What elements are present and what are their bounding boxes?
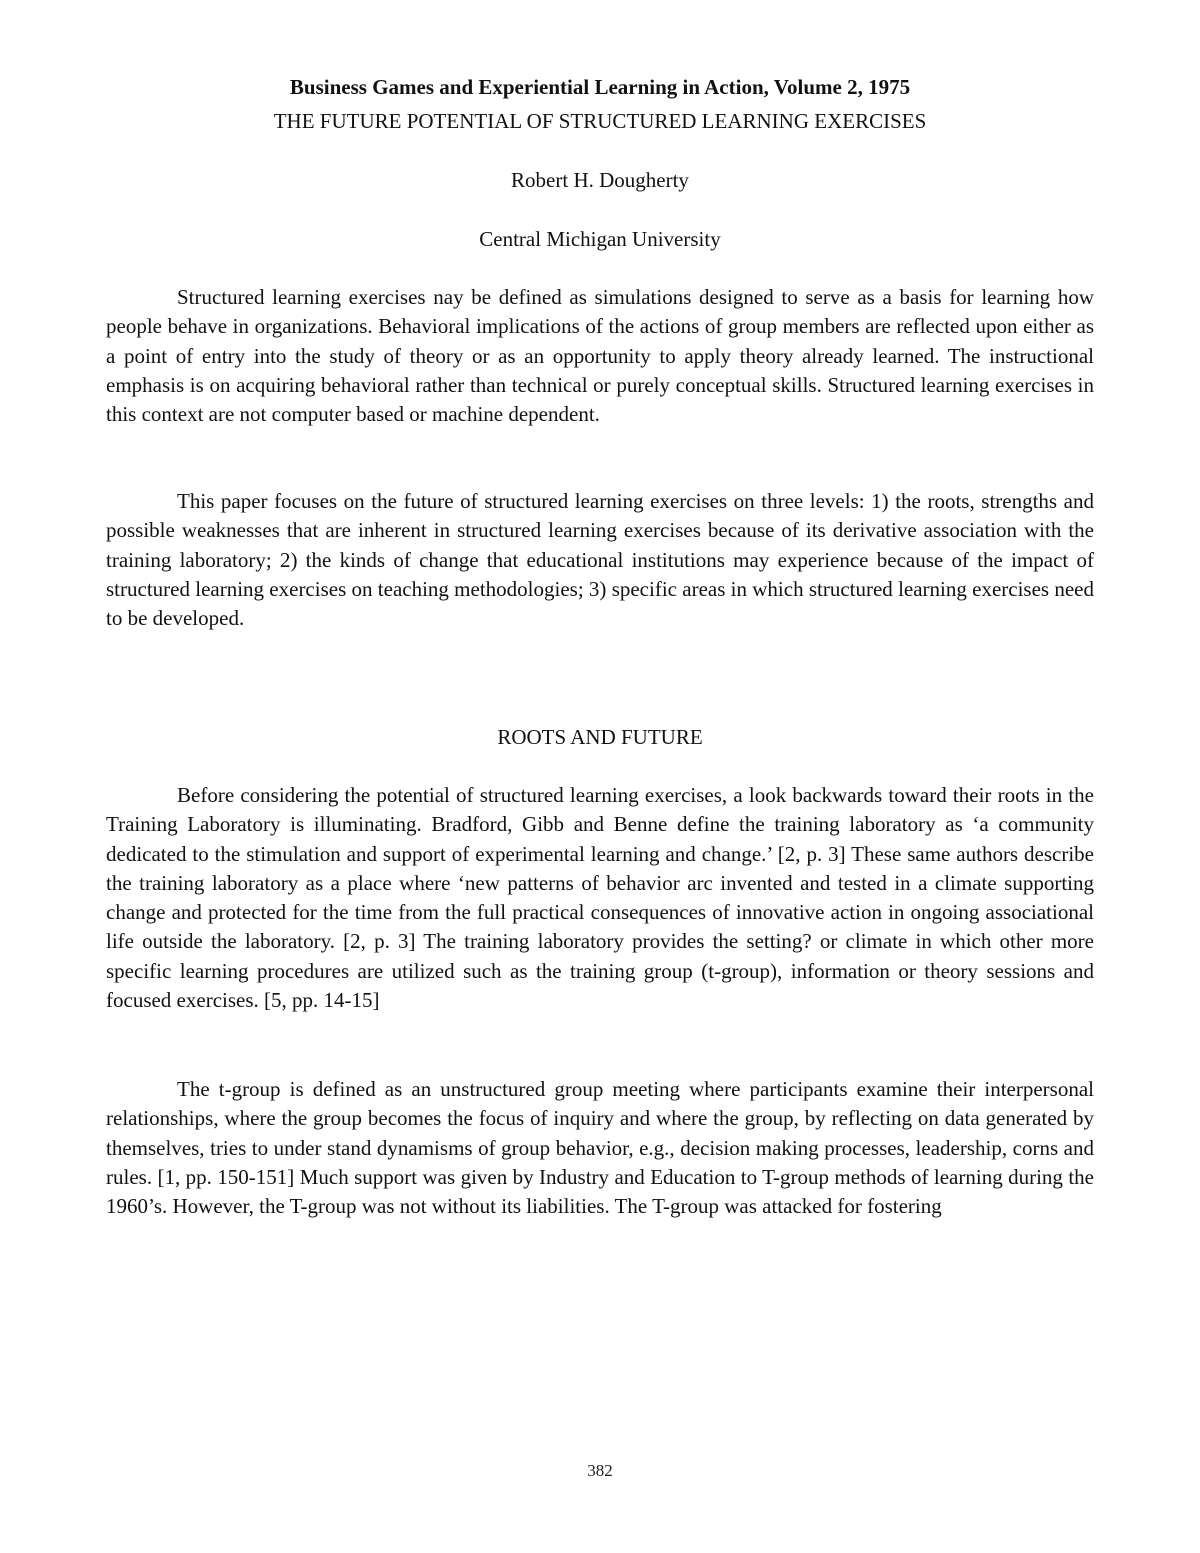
author-affiliation: Central Michigan University <box>479 227 721 251</box>
abstract-paragraph-2: This paper focuses on the future of structured learning exercises on three levels: 1) the roots, strengths and possible weaknesses that are inherent in structured learning exercises because of its derivative association with the training laboratory; 2) the kinds of change that educational institutions may experience because of the impact of structured learning exercises on teaching methodologies; 3) specific areas in which structured learning exercises need to be developed. <box>106 489 1094 631</box>
author-name: Robert H. Dougherty <box>511 168 689 192</box>
paper-title: THE FUTURE POTENTIAL OF STRUCTURED LEARNING EXERCISES <box>273 109 927 133</box>
section-paragraph-2: The t-group is defined as an unstructured group meeting where participants examine their interpersonal relationships, where the group becomes the focus of inquiry and where the group, by reflecting on data generated by themselves, tries to under stand dynamisms of group behavior, e.g., decision making processes, leadership, corns and rules. [1, pp. 150-151] Much support was given by Industry and Education to T-group methods of learning during the 1960’s. However, the T-group was not without its liabilities. The T-group was attacked for fostering <box>106 1077 1094 1219</box>
abstract-paragraph-1: Structured learning exercises nay be defined as simulations designed to serve as a basis for learning how people behave in organizations. Behavioral implications of the actions of group members are reflected upon either as a point of entry into the study of theory or as an opportunity to apply theory already learned. The instructional emphasis is on acquiring behavioral rather than technical or purely conceptual skills. Structured learning exercises in this context are not computer based or machine dependent. <box>106 285 1094 427</box>
section-heading: ROOTS AND FUTURE <box>497 725 703 749</box>
publication-title: Business Games and Experiential Learning in Action, Volume 2, 1975 <box>289 75 911 99</box>
section-paragraph-1: Before considering the potential of structured learning exercises, a look backwards toward their roots in the Training Laboratory is illuminating. Bradford, Gibb and Benne define the training laboratory as ‘a community dedicated to the stimulation and support of experimental learning and change.’ [2, p. 3] These same authors describe the training laboratory as a place where ‘new patterns of behavior arc invented and tested in a climate supporting change and protected for the time from the full practical consequences of innovative action in ongoing associational life outside the laboratory. [2, p. 3] The training laboratory provides the setting? or climate in which other more specific learning procedures are utilized such as the training group (t-group), information or theory sessions and focused exercises. [5, pp. 14-15] <box>106 783 1094 1013</box>
page-number: 382 <box>587 1461 613 1480</box>
